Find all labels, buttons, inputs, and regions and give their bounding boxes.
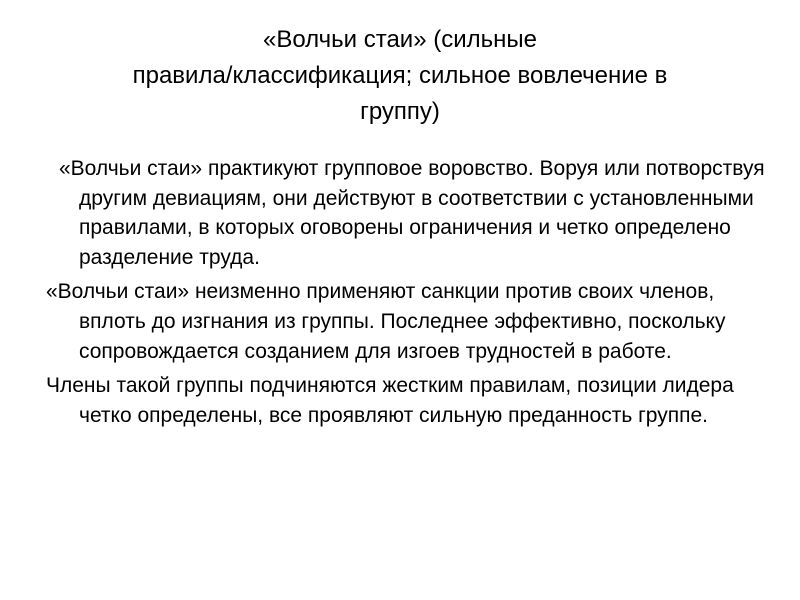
- paragraph-wolf-packs-theft: «Волчьи стаи» практикуют групповое воровство. Воруя или потворствуя другим девиациям, они действуют в соответствии с установленными правилами, в которых оговорены ограничения и четко определено разделение труда.: [59, 157, 765, 269]
- paragraph-wolf-packs-sanctions: «Волчьи стаи» неизменно применяют санкции против своих членов, вплоть до изгнания из группы. Последнее эффективно, поскольку сопровождается созданием для изгоев трудностей в работе.: [46, 280, 726, 363]
- paragraph-group-members-rules: Члены такой группы подчиняются жестким правилам, позиции лидера четко определены, все проявляют сильную преданность группе.: [46, 374, 734, 427]
- slide-body: [46, 154, 766, 435]
- slide-title: [40, 22, 760, 130]
- title-line-3: группу): [360, 98, 440, 125]
- title-line-2: правила/классификация; сильное вовлечение в: [132, 62, 668, 89]
- title-line-1: «Волчьи стаи» (сильные: [263, 26, 537, 53]
